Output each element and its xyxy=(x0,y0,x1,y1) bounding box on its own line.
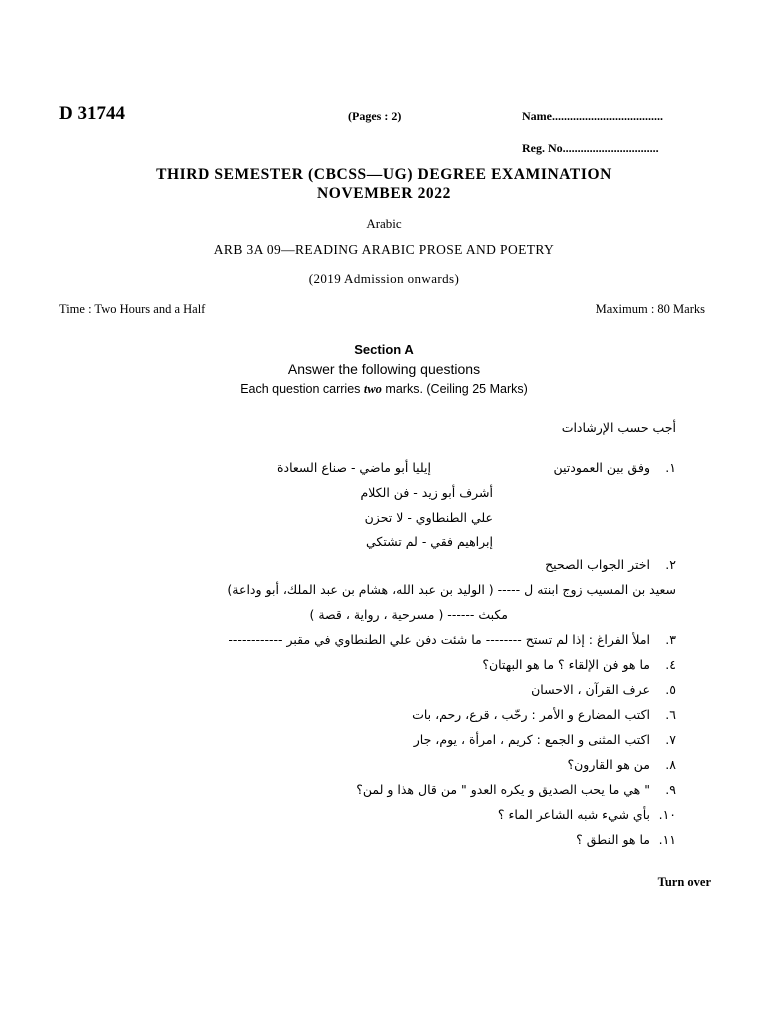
question-number: ٢. xyxy=(665,557,676,572)
turn-over-note: Turn over xyxy=(657,875,711,889)
question-number: ٥. xyxy=(665,682,676,697)
course-title: ARB 3A 09—READING ARABIC PROSE AND POETRY xyxy=(213,242,555,257)
question-number: ٧. xyxy=(665,732,676,747)
question-text: من هو القارون؟ xyxy=(567,757,650,772)
question-text: ما هو النطق ؟ xyxy=(576,832,650,847)
exam-month: NOVEMBER 2022 xyxy=(317,185,451,202)
question-number: ٨. xyxy=(665,757,676,772)
marks-note-post: marks. (Ceiling 25 Marks) xyxy=(381,382,528,396)
exam-title: THIRD SEMESTER (CBCSS—UG) DEGREE EXAMINATION xyxy=(156,166,612,183)
question-number: ٣. xyxy=(665,632,676,647)
reg-no-field-label: Reg. No................................ xyxy=(522,141,659,155)
name-field-label: Name..................................... xyxy=(522,109,663,123)
match-pair: إيليا أبو ماضي - صناع السعادة xyxy=(276,460,431,475)
match-pair: أشرف أبو زيد - فن الكلام xyxy=(360,485,493,500)
question-number: ١٠. xyxy=(658,807,676,822)
question-text: ما هو فن الإلقاء ؟ ما هو البهتان؟ xyxy=(482,657,650,672)
exam-duration: Time : Two Hours and a Half xyxy=(59,302,206,316)
question-text: بأي شيء شبه الشاعر الماء ؟ xyxy=(497,807,650,822)
question-text: اختر الجواب الصحيح xyxy=(545,557,650,572)
question-option-line: سعيد بن المسيب زوج ابنته ل ----- ( الوليد بن عبد الله، هشام بن عبد الملك، أبو وداعة) xyxy=(227,582,676,597)
question-text: اكتب المثنى و الجمع : كريم ، امرأة ، يوم، جار xyxy=(413,732,650,747)
question-text: عرف القرآن ، الاحسان xyxy=(531,682,650,697)
section-instruction: Answer the following questions xyxy=(287,361,481,377)
paper-code: D 31744 xyxy=(59,103,125,124)
match-pair: إبراهيم فقي - لم تشتكي xyxy=(366,534,493,549)
subject: Arabic xyxy=(366,216,402,231)
match-pair: علي الطنطاوي - لا تحزن xyxy=(364,510,493,525)
question-number: ٦. xyxy=(665,707,676,722)
question-text: املأ الفراغ : إذا لم تستح -------- ما شئت دفن علي الطنطاوي في مقبر ------------ xyxy=(228,632,650,647)
questions-heading: أجب حسب الإرشادات xyxy=(561,420,676,435)
question-text: وفق بين العمودتين xyxy=(553,460,650,475)
maximum-marks: Maximum : 80 Marks xyxy=(595,302,705,316)
question-option-line: مكبث ------ ( مسرحية ، رواية ، قصة ) xyxy=(309,607,508,622)
question-number: ١١. xyxy=(658,832,676,847)
section-title: Section A xyxy=(354,342,414,357)
admission-note: (2019 Admission onwards) xyxy=(308,271,460,286)
question-number: ٩. xyxy=(665,782,676,797)
question-text: اكتب المضارع و الأمر : رحّب ، قرع، رحم، بات xyxy=(412,707,650,722)
question-number: ٤. xyxy=(665,657,676,672)
marks-note xyxy=(0,382,768,397)
marks-note-emphasis: two xyxy=(363,382,382,396)
question-text: " هي ما يحب الصديق و يكره العدو " من قال هذا و لمن؟ xyxy=(356,782,650,797)
page-count: (Pages : 2) xyxy=(348,109,402,123)
question-number: ١. xyxy=(665,460,676,475)
marks-note-pre: Each question carries xyxy=(240,382,364,396)
